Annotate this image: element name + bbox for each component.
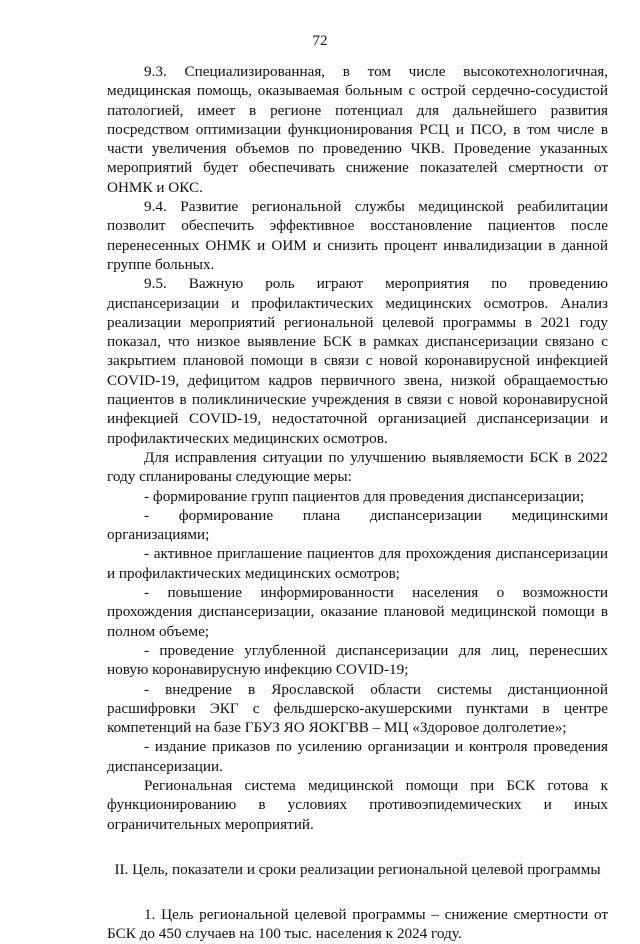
list-item: - формирование групп пациентов для проведения диспансеризации;: [144, 487, 585, 505]
list-item: - повышение информированности населения о возможности прохождения диспансеризации, оказание плановой медицинской помощи в полном объеме;: [107, 584, 608, 640]
paragraph-9-4: 9.4. Развитие региональной службы медицинской реабилитации позволит обеспечить эффективное восстановление пациентов после перенесенных ОНМК и ОИМ и снизить процент инвалидизации в данной группе больных.: [107, 198, 608, 273]
list-item: - формирование плана диспансеризации медицинскими организациями;: [107, 506, 608, 544]
list-item: - издание приказов по усилению организации и контроля проведения диспансеризации.: [107, 738, 608, 775]
paragraph-readiness: Региональная система медицинской помощи при БСК готова к функционированию в условиях противоэпидемических и иных ограничительных мероприятий.: [107, 776, 608, 833]
list-item: - проведение углубленной диспансеризации для лиц, перенесших новую коронавирусную инфекцию COVID-19;: [107, 641, 608, 679]
page-number: 72: [312, 33, 328, 49]
paragraph-9-3: 9.3. Специализированная, в том числе высокотехнологичная, медицинская помощь, оказываемая больным с острой сердечно-сосудистой патологией, имеет в регионе потенциал для дальнейшего развития посредством оптимизации функционирования РСЦ и ПСО, в том числе в части увеличения объемов по проведению ЧКВ. Проведение указанных мероприятий будет обеспечивать снижение показателей смертности от ОНМК и ОКС.: [107, 63, 608, 196]
list-item: - активное приглашение пациентов для прохождения диспансеризации и профилактических медицинских осмотров;: [107, 545, 608, 582]
paragraph-goal: 1. Цель региональной целевой программы – снижение смертности от БСК до 450 случаев на 100 тыс. населения к 2024 году.: [107, 906, 608, 943]
section-heading: II. Цель, показатели и сроки реализации региональной целевой программы: [114, 860, 601, 878]
page-content: [107, 62, 608, 944]
paragraph-measures-intro: Для исправления ситуации по улучшению выявляемости БСК в 2022 году спланированы следующие меры:: [107, 448, 608, 486]
list-item: - внедрение в Ярославской области системы дистанционной расшифровки ЭКГ с фельдшерско-акушерскими пунктами в центре компетенций на базе ГБУЗ ЯО ЯОКГВВ – МЦ «Здоровое долголетие»;: [107, 680, 608, 737]
paragraph-9-5: 9.5. Важную роль играют мероприятия по проведению диспансеризации и профилактических медицинских осмотров. Анализ реализации мероприятий региональной целевой программы в 2021 году показал, что низкое выявление БСК в рамках диспансеризации связано с закрытием плановой помощи в связи с новой коронавирусной инфекцией COVID-19, дефицитом кадров первичного звена, низкой обращаемостью пациентов в поликлинические учреждения в связи с новой коронавирусной инфекцией COVID-19, недостаточной организацией диспансеризации и профилактических медицинских осмотров.: [107, 275, 608, 447]
